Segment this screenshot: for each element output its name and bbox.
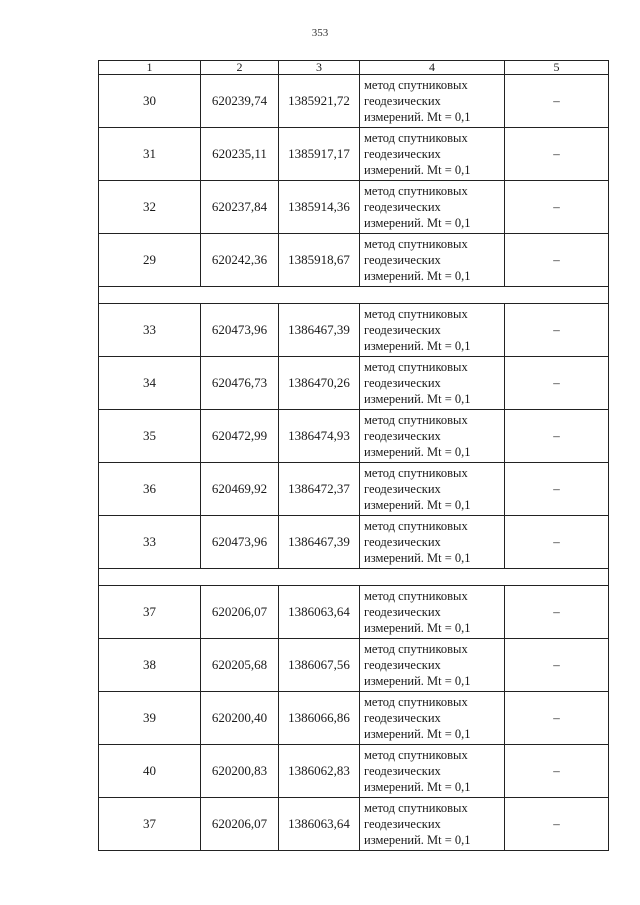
table-row <box>99 639 609 692</box>
x-coordinate: 620200,40 <box>201 692 279 745</box>
y-coordinate: 1386062,83 <box>279 745 360 798</box>
method-line: геодезических <box>364 323 441 337</box>
column-header-5: 5 <box>505 61 609 75</box>
method-description <box>360 463 505 516</box>
x-coordinate: 620237,84 <box>201 181 279 234</box>
y-coordinate: 1386067,56 <box>279 639 360 692</box>
method-description <box>360 128 505 181</box>
table-row <box>99 798 609 851</box>
table-row <box>99 692 609 745</box>
method-description <box>360 516 505 569</box>
point-number: 30 <box>99 75 201 128</box>
note-dash: – <box>505 798 609 851</box>
method-description <box>360 410 505 463</box>
method-description <box>360 75 505 128</box>
method-description <box>360 798 505 851</box>
method-line: измерений. Mt = 0,1 <box>364 833 471 847</box>
table-row <box>99 463 609 516</box>
y-coordinate: 1386063,64 <box>279 798 360 851</box>
method-description <box>360 234 505 287</box>
method-line: метод спутниковых <box>364 131 468 145</box>
method-line: измерений. Mt = 0,1 <box>364 727 471 741</box>
note-dash: – <box>505 234 609 287</box>
group-separator <box>99 569 609 586</box>
method-line: измерений. Mt = 0,1 <box>364 445 471 459</box>
method-line: метод спутниковых <box>364 589 468 603</box>
header-row <box>99 61 609 75</box>
method-description <box>360 639 505 692</box>
point-number: 34 <box>99 357 201 410</box>
method-line: метод спутниковых <box>364 413 468 427</box>
point-number: 31 <box>99 128 201 181</box>
method-line: измерений. Mt = 0,1 <box>364 392 471 406</box>
note-dash: – <box>505 410 609 463</box>
method-line: геодезических <box>364 535 441 549</box>
method-line: метод спутниковых <box>364 78 468 92</box>
method-line: геодезических <box>364 200 441 214</box>
point-number: 29 <box>99 234 201 287</box>
method-line: метод спутниковых <box>364 642 468 656</box>
separator-cell <box>99 287 609 304</box>
table-row <box>99 745 609 798</box>
x-coordinate: 620206,07 <box>201 798 279 851</box>
column-header-1: 1 <box>99 61 201 75</box>
method-line: измерений. Mt = 0,1 <box>364 163 471 177</box>
y-coordinate: 1386063,64 <box>279 586 360 639</box>
point-number: 32 <box>99 181 201 234</box>
method-line: геодезических <box>364 147 441 161</box>
table-row <box>99 410 609 463</box>
method-line: метод спутниковых <box>364 360 468 374</box>
x-coordinate: 620235,11 <box>201 128 279 181</box>
method-line: метод спутниковых <box>364 748 468 762</box>
note-dash: – <box>505 357 609 410</box>
method-line: измерений. Mt = 0,1 <box>364 498 471 512</box>
method-line: измерений. Mt = 0,1 <box>364 551 471 565</box>
method-line: метод спутниковых <box>364 307 468 321</box>
point-number: 37 <box>99 586 201 639</box>
point-number: 33 <box>99 304 201 357</box>
method-line: измерений. Mt = 0,1 <box>364 780 471 794</box>
note-dash: – <box>505 463 609 516</box>
column-header-3: 3 <box>279 61 360 75</box>
y-coordinate: 1386472,37 <box>279 463 360 516</box>
x-coordinate: 620206,07 <box>201 586 279 639</box>
method-line: метод спутниковых <box>364 184 468 198</box>
method-line: геодезических <box>364 429 441 443</box>
note-dash: – <box>505 639 609 692</box>
x-coordinate: 620473,96 <box>201 516 279 569</box>
method-line: геодезических <box>364 711 441 725</box>
y-coordinate: 1385921,72 <box>279 75 360 128</box>
x-coordinate: 620239,74 <box>201 75 279 128</box>
method-line: измерений. Mt = 0,1 <box>364 110 471 124</box>
y-coordinate: 1386470,26 <box>279 357 360 410</box>
note-dash: – <box>505 75 609 128</box>
method-description <box>360 586 505 639</box>
table-row <box>99 234 609 287</box>
method-line: измерений. Mt = 0,1 <box>364 269 471 283</box>
page-number: 353 <box>311 27 329 39</box>
x-coordinate: 620476,73 <box>201 357 279 410</box>
table-row <box>99 181 609 234</box>
point-number: 39 <box>99 692 201 745</box>
table-row <box>99 357 609 410</box>
y-coordinate: 1385917,17 <box>279 128 360 181</box>
method-description <box>360 357 505 410</box>
method-line: метод спутниковых <box>364 801 468 815</box>
table-row <box>99 304 609 357</box>
method-line: измерений. Mt = 0,1 <box>364 339 471 353</box>
x-coordinate: 620205,68 <box>201 639 279 692</box>
note-dash: – <box>505 692 609 745</box>
note-dash: – <box>505 181 609 234</box>
y-coordinate: 1385914,36 <box>279 181 360 234</box>
method-line: геодезических <box>364 817 441 831</box>
method-line: геодезических <box>364 658 441 672</box>
note-dash: – <box>505 586 609 639</box>
point-number: 40 <box>99 745 201 798</box>
column-header-4: 4 <box>360 61 505 75</box>
x-coordinate: 620200,83 <box>201 745 279 798</box>
note-dash: – <box>505 745 609 798</box>
table-row <box>99 128 609 181</box>
y-coordinate: 1386066,86 <box>279 692 360 745</box>
y-coordinate: 1386474,93 <box>279 410 360 463</box>
method-line: геодезических <box>364 764 441 778</box>
table-body <box>99 75 609 851</box>
method-line: геодезических <box>364 94 441 108</box>
method-line: измерений. Mt = 0,1 <box>364 216 471 230</box>
point-number: 35 <box>99 410 201 463</box>
method-line: геодезических <box>364 605 441 619</box>
point-number: 36 <box>99 463 201 516</box>
method-description <box>360 304 505 357</box>
table-row <box>99 586 609 639</box>
method-line: измерений. Mt = 0,1 <box>364 621 471 635</box>
method-line: геодезических <box>364 482 441 496</box>
x-coordinate: 620469,92 <box>201 463 279 516</box>
coordinates-table <box>98 60 609 851</box>
table-row <box>99 516 609 569</box>
x-coordinate: 620242,36 <box>201 234 279 287</box>
group-separator <box>99 287 609 304</box>
table-row <box>99 75 609 128</box>
point-number: 37 <box>99 798 201 851</box>
y-coordinate: 1386467,39 <box>279 516 360 569</box>
method-description <box>360 181 505 234</box>
method-line: геодезических <box>364 376 441 390</box>
note-dash: – <box>505 516 609 569</box>
method-description <box>360 692 505 745</box>
column-header-2: 2 <box>201 61 279 75</box>
point-number: 33 <box>99 516 201 569</box>
method-line: метод спутниковых <box>364 466 468 480</box>
method-line: метод спутниковых <box>364 519 468 533</box>
note-dash: – <box>505 304 609 357</box>
y-coordinate: 1385918,67 <box>279 234 360 287</box>
y-coordinate: 1386467,39 <box>279 304 360 357</box>
method-description <box>360 745 505 798</box>
method-line: геодезических <box>364 253 441 267</box>
point-number: 38 <box>99 639 201 692</box>
note-dash: – <box>505 128 609 181</box>
method-line: метод спутниковых <box>364 237 468 251</box>
x-coordinate: 620472,99 <box>201 410 279 463</box>
separator-cell <box>99 569 609 586</box>
x-coordinate: 620473,96 <box>201 304 279 357</box>
method-line: измерений. Mt = 0,1 <box>364 674 471 688</box>
method-line: метод спутниковых <box>364 695 468 709</box>
